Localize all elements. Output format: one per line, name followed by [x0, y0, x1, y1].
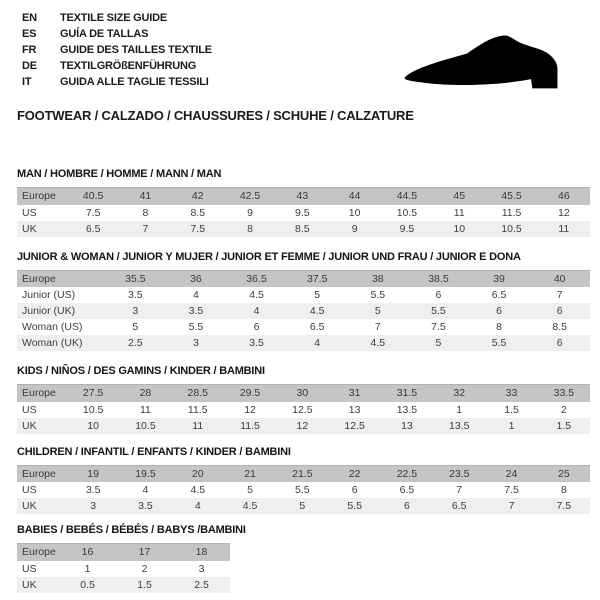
size-cell: 5 [408, 335, 469, 351]
size-cell: 7.5 [504, 484, 519, 496]
lang-code-it: IT [22, 76, 32, 88]
size-cell: 42 [172, 188, 224, 205]
lang-label-es: GUÍA DE TALLAS [60, 28, 149, 40]
size-table-section [17, 524, 590, 593]
size-cell: 7 [374, 321, 381, 333]
size-cell: 33.5 [538, 385, 590, 402]
size-cell: 19.5 [119, 465, 171, 482]
size-cell: 3 [105, 303, 166, 319]
size-cell: 46 [538, 188, 590, 205]
size-cell: 40 [529, 270, 590, 287]
row-label: Woman (UK) [17, 335, 105, 351]
size-cell: 8 [496, 321, 502, 333]
size-cell: 4 [193, 289, 199, 301]
size-cell: 11.5 [501, 206, 522, 219]
size-cell: 3.5 [119, 498, 171, 514]
size-cell: 11 [538, 221, 590, 237]
size-cell: 33 [485, 385, 537, 402]
size-cell: 6.5 [433, 498, 485, 514]
size-cell: 25 [538, 465, 590, 482]
size-cell: 4.5 [190, 484, 206, 496]
size-cell: 20 [172, 465, 224, 482]
table-row [17, 205, 590, 221]
table-row [17, 577, 230, 593]
size-cell: 22 [328, 465, 380, 482]
size-cell: 7.5 [85, 206, 101, 219]
row-label: Europe [17, 385, 67, 402]
size-cell: 4.5 [249, 289, 264, 301]
size-cell: 6.5 [399, 484, 415, 496]
size-cell: 3.5 [85, 484, 101, 496]
size-cell: 5.5 [188, 321, 204, 333]
size-cell: 7 [485, 498, 537, 514]
size-cell: 10.5 [396, 206, 418, 219]
size-cell: 6 [529, 303, 590, 319]
size-cell: 6 [381, 498, 433, 514]
size-conversion-table [17, 465, 590, 515]
size-cell: 9 [247, 206, 253, 219]
lang-row-de [22, 58, 212, 74]
row-label: US [22, 484, 37, 496]
size-cell: 3 [67, 498, 119, 514]
table-row [17, 418, 590, 434]
table-title: BABIES / BEBÉS / BÉBÉS / BABYS /BAMBINI [17, 524, 246, 536]
size-cell: 35.5 [105, 270, 166, 287]
size-cell: 9 [328, 221, 380, 237]
table-title: KIDS / NIÑOS / DES GAMINS / KINDER / BAMBINI [17, 365, 265, 377]
row-label: Europe [17, 270, 105, 287]
size-cell: 7.5 [172, 221, 224, 237]
size-cell: 4.5 [348, 335, 409, 351]
size-cell: 29.5 [224, 385, 276, 402]
lang-row-fr [22, 42, 212, 58]
size-cell: 4 [287, 335, 348, 351]
size-cell: 3.5 [128, 289, 143, 301]
table-header-row [17, 385, 590, 402]
size-cell: 36 [166, 270, 227, 287]
size-cell: 28 [119, 385, 171, 402]
size-cell: 39 [469, 270, 530, 287]
lang-row-it [22, 74, 212, 90]
row-label: US [22, 403, 37, 416]
lang-label-en: TEXTILE SIZE GUIDE [60, 12, 168, 24]
size-cell: 10.5 [82, 403, 104, 416]
lang-row-en [22, 10, 212, 26]
size-cell: 21 [224, 465, 276, 482]
size-cell: 8.5 [190, 206, 206, 219]
size-cell: 1 [485, 418, 537, 434]
table-row [17, 498, 590, 514]
size-cell: 44 [328, 188, 380, 205]
size-cell: 11 [453, 206, 465, 219]
size-cell: 42.5 [224, 188, 276, 205]
size-cell: 5.5 [469, 335, 530, 351]
size-cell: 4.5 [287, 303, 348, 319]
lang-code-es: ES [22, 28, 37, 40]
size-cell: 12 [276, 418, 328, 434]
size-cell: 6 [435, 289, 442, 301]
size-cell: 4.5 [224, 498, 276, 514]
size-cell: 2 [560, 403, 567, 416]
size-conversion-table [17, 384, 590, 434]
size-cell: 11 [172, 418, 224, 434]
size-cell: 10.5 [485, 221, 537, 237]
size-cell: 7 [456, 484, 463, 496]
table-row [17, 319, 590, 335]
size-cell: 1.5 [538, 418, 590, 434]
size-conversion-table [17, 187, 590, 237]
size-cell: 5 [132, 321, 139, 333]
lang-label-de: TEXTILGRÖßENFÜHRUNG [60, 60, 197, 72]
table-row [17, 335, 590, 351]
size-cell: 40.5 [67, 188, 119, 205]
size-cell: 1 [456, 403, 463, 416]
size-cell: 11.5 [224, 418, 276, 434]
dress-shoe-icon [398, 31, 573, 97]
size-cell: 1.5 [504, 403, 519, 416]
size-cell: 11 [139, 403, 151, 416]
size-cell: 6 [469, 303, 530, 319]
table-row [17, 303, 590, 319]
size-cell: 8 [142, 206, 149, 219]
size-cell: 18 [173, 544, 230, 561]
size-cell: 2 [141, 562, 148, 575]
size-cell: 9.5 [381, 221, 433, 237]
table-row [17, 221, 590, 237]
table-title: MAN / HOMBRE / HOMME / MANN / MAN [17, 168, 222, 180]
size-cell: 8 [224, 221, 276, 237]
row-label: US [22, 562, 37, 575]
size-cell: 10.5 [119, 418, 171, 434]
size-cell: 5 [276, 498, 328, 514]
table-row [17, 482, 590, 498]
size-table-section [17, 168, 590, 237]
size-cell: 6 [529, 335, 590, 351]
size-cell: 21.5 [276, 465, 328, 482]
lang-label-fr: GUIDE DES TAILLES TEXTILE [60, 44, 212, 56]
size-cell: 1.5 [116, 577, 173, 593]
size-cell: 16 [59, 544, 116, 561]
table-header-row [17, 188, 590, 205]
table-title: CHILDREN / INFANTIL / ENFANTS / KINDER / BAMBINI [17, 445, 291, 458]
size-cell: 31.5 [381, 385, 433, 402]
size-cell: 43 [276, 188, 328, 205]
size-cell: 17 [116, 544, 173, 561]
size-cell: 36.5 [226, 270, 287, 287]
size-tables [17, 168, 590, 593]
size-cell: 8.5 [552, 321, 567, 333]
row-label: Junior (UK) [17, 303, 105, 319]
row-label: Woman (US) [22, 321, 83, 333]
size-cell: 45.5 [485, 188, 537, 205]
size-cell: 11.5 [187, 403, 208, 416]
size-cell: 8 [560, 484, 567, 496]
size-cell: 12 [557, 206, 570, 219]
size-cell: 0.5 [59, 577, 116, 593]
size-cell: 5.5 [295, 484, 310, 496]
row-label: UK [17, 498, 67, 514]
row-label: UK [17, 577, 59, 593]
lang-code-fr: FR [22, 44, 37, 56]
size-cell: 37.5 [287, 270, 348, 287]
size-cell: 6.5 [67, 221, 119, 237]
table-title: JUNIOR & WOMAN / JUNIOR Y MUJER / JUNIOR ET FEMME / JUNIOR UND FRAU / JUNIOR E DONA [17, 250, 521, 263]
size-cell: 3.5 [226, 335, 287, 351]
size-cell: 7 [119, 221, 171, 237]
size-cell: 44.5 [381, 188, 433, 205]
size-cell: 1 [84, 562, 91, 575]
lang-code-de: DE [22, 60, 37, 72]
size-cell: 4 [142, 484, 149, 496]
size-cell: 5 [348, 303, 409, 319]
size-cell: 7 [556, 289, 563, 301]
category-title: FOOTWEAR / CALZADO / CHAUSSURES / SCHUHE / CALZATURE [17, 108, 414, 123]
table-header-row [17, 465, 590, 482]
lang-code-en: EN [22, 12, 37, 24]
size-cell: 27.5 [67, 385, 119, 402]
row-label: Europe [17, 544, 59, 561]
size-cell: 5.5 [328, 498, 380, 514]
size-cell: 6 [351, 484, 358, 496]
table-row [17, 402, 590, 418]
size-cell: 8.5 [276, 221, 328, 237]
lang-label-it: GUIDA ALLE TAGLIE TESSILI [60, 76, 209, 88]
size-cell: 45 [433, 188, 485, 205]
size-cell: 12.5 [328, 418, 380, 434]
size-cell: 13 [348, 403, 361, 416]
row-label: Junior (US) [22, 289, 76, 301]
size-cell: 4 [172, 498, 224, 514]
size-conversion-table [17, 270, 590, 352]
size-cell: 7.5 [538, 498, 590, 514]
row-label: Europe [17, 465, 67, 482]
size-cell: 3 [166, 335, 227, 351]
size-cell: 3 [198, 562, 205, 575]
size-cell: 13.5 [396, 403, 418, 416]
size-cell: 24 [485, 465, 537, 482]
size-cell: 7.5 [431, 321, 446, 333]
size-cell: 5.5 [370, 289, 386, 301]
row-label: US [22, 206, 37, 219]
size-cell: 13 [381, 418, 433, 434]
size-cell: 9.5 [295, 206, 310, 219]
table-row [17, 287, 590, 303]
row-label: UK [17, 418, 67, 434]
size-cell: 6.5 [309, 321, 325, 333]
size-cell: 5 [247, 484, 253, 496]
size-cell: 22.5 [381, 465, 433, 482]
size-cell: 5.5 [408, 303, 469, 319]
size-cell: 6 [253, 321, 260, 333]
size-cell: 12.5 [292, 403, 313, 416]
size-cell: 10 [433, 221, 485, 237]
size-table-section [17, 446, 590, 515]
size-cell: 23.5 [433, 465, 485, 482]
size-cell: 13.5 [433, 418, 485, 434]
size-cell: 2.5 [105, 335, 166, 351]
size-cell: 31 [328, 385, 380, 402]
size-table-section [17, 251, 590, 352]
size-cell: 30 [276, 385, 328, 402]
table-header-row [17, 270, 590, 287]
row-label: UK [17, 221, 67, 237]
lang-row-es [22, 26, 212, 42]
size-cell: 32 [433, 385, 485, 402]
table-header-row [17, 544, 230, 561]
size-cell: 3.5 [166, 303, 227, 319]
size-table-section [17, 365, 590, 434]
size-cell: 2.5 [173, 577, 230, 593]
size-cell: 19 [67, 465, 119, 482]
size-cell: 38 [348, 270, 409, 287]
size-cell: 5 [314, 289, 321, 301]
size-cell: 10 [348, 206, 361, 219]
table-row [17, 561, 230, 577]
size-cell: 12 [244, 403, 256, 416]
size-cell: 41 [119, 188, 171, 205]
row-label: Europe [17, 188, 67, 205]
size-cell: 38.5 [408, 270, 469, 287]
size-cell: 10 [67, 418, 119, 434]
size-cell: 28.5 [172, 385, 224, 402]
language-title-block [22, 10, 212, 90]
size-conversion-table [17, 543, 230, 593]
size-cell: 6.5 [491, 289, 507, 301]
size-cell: 4 [226, 303, 287, 319]
